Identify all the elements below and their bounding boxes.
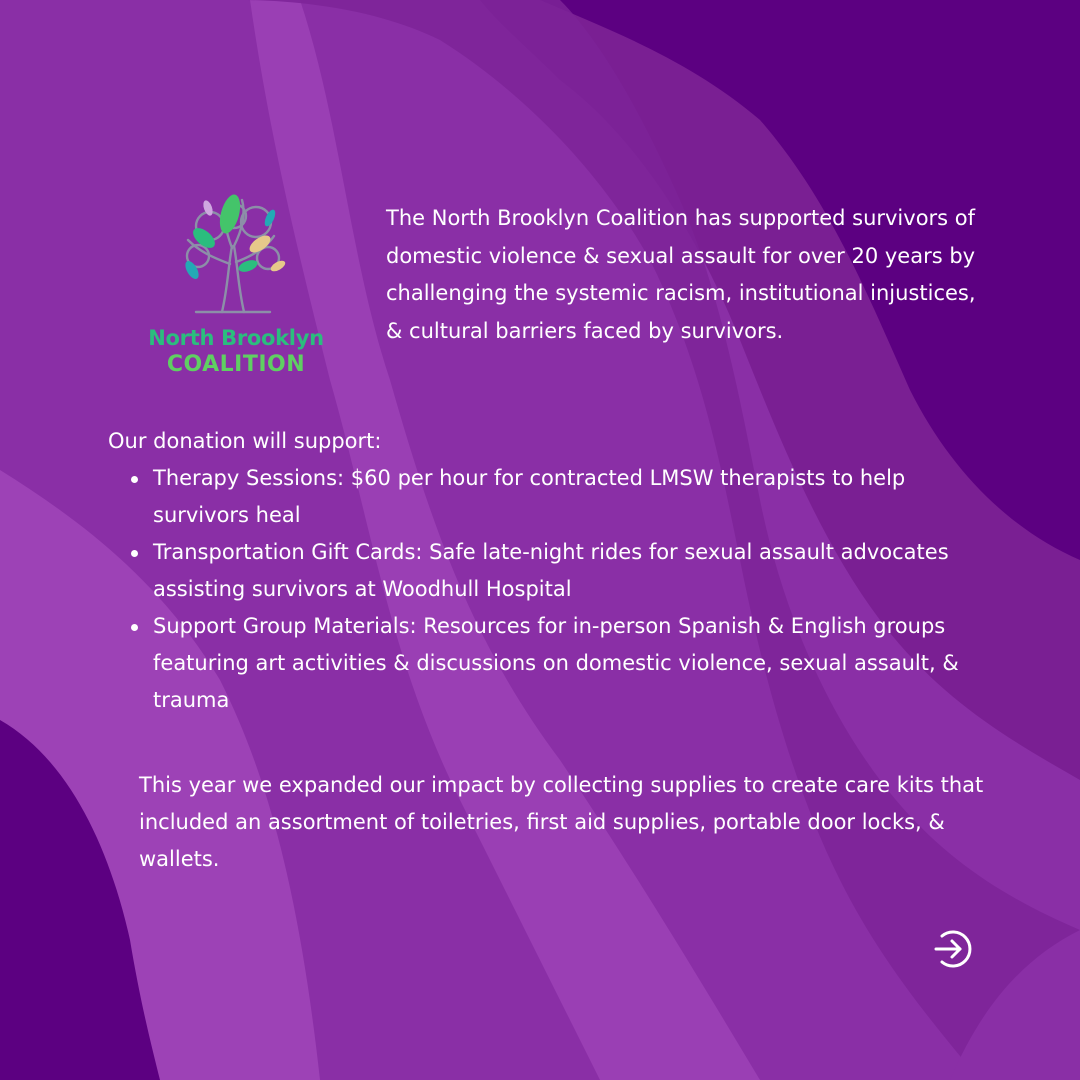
intro-paragraph: The North Brooklyn Coalition has supported survivors of domestic violence & sexual assault for over 20 years by challenging the systemic racism, institutional injustices, & cultural barriers faced by survivors. <box>386 206 976 343</box>
list-item-support-group-materials: Support Group Materials: Resources for in-person Spanish & English groups featuring art activities & discussions on domestic violence, sexual assault, & trauma <box>153 608 1003 719</box>
list-item-therapy-sessions: Therapy Sessions: $60 per hour for contracted LMSW therapists to help survivors heal <box>153 460 1003 534</box>
tree-icon <box>138 186 334 326</box>
impact-paragraph: This year we expanded our impact by collecting supplies to create care kits that included an assortment of toiletries, first aid supplies, portable door locks, & wallets. <box>139 773 984 871</box>
list-item-transportation-gift-cards: Transportation Gift Cards: Safe late-night rides for sexual assault advocates assisting survivors at Woodhull Hospital <box>153 534 1003 608</box>
donation-heading: Our donation will support: <box>108 429 382 453</box>
arrow-right-circle-icon[interactable] <box>932 928 974 970</box>
logo-text-north-brooklyn: North Brooklyn <box>148 326 324 350</box>
logo-text-coalition: COALITION <box>166 352 306 377</box>
coalition-logo <box>138 186 334 386</box>
support-list <box>153 460 1003 719</box>
